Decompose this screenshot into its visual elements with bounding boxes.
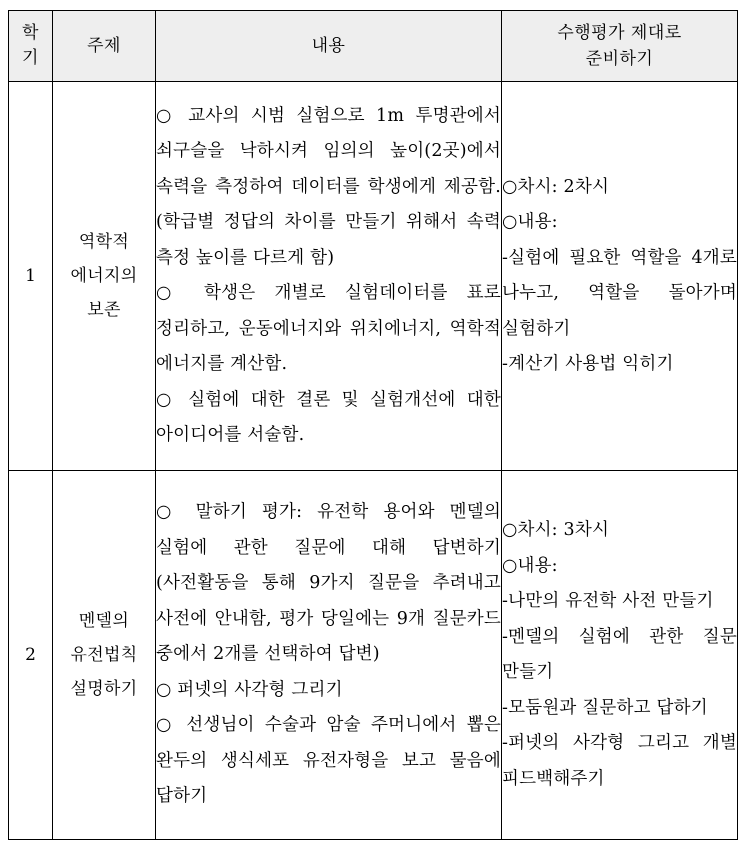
- table-body: [9, 82, 738, 840]
- cell-content: [156, 82, 502, 471]
- prep-paragraph: ○내용:: [502, 555, 558, 576]
- content-paragraph: ○ 교사의 시범 실험으로 1m 투명관에서 쇠구슬을 낙하시켜 임의의 높이(2곳)에서 속력을 측정하여 데이터를 학생에게 제공함. (학급별 정답의 차이를 만들기 위해서 속력 측정 높이를 다르게 함): [156, 105, 501, 268]
- prep-paragraph: -멘델의 실험에 관한 질문 만들기: [502, 626, 737, 682]
- column-header-term-line1: 학: [22, 23, 39, 43]
- cell-content: [156, 471, 502, 840]
- cell-topic: [53, 82, 156, 471]
- prep-paragraph: -나만의 유전학 사전 만들기: [502, 591, 714, 611]
- prep-paragraph: ○차시: 3차시: [502, 520, 610, 540]
- assessment-plan-table: [8, 10, 738, 840]
- cell-term: 2: [9, 471, 53, 840]
- content-paragraph: ○ 학생은 개별로 실험데이터를 표로 정리하고, 운동에너지와 위치에너지, 역학적 에너지를 계산함.: [156, 283, 501, 374]
- topic-line: 설명하기: [70, 679, 138, 699]
- prep-paragraph: ○차시: 2차시: [502, 176, 610, 197]
- column-header-prep-line2: 준비하기: [585, 49, 654, 69]
- topic-line: 에너지의: [70, 266, 138, 286]
- content-paragraph: ○ 말하기 평가: 유전학 용어와 멘델의 실험에 관한 질문에 대해 답변하기 (사전활동을 통해 9가지 질문을 추려내고 사전에 안내함, 평가 당일에는 9개 질문카드 중에서 2개를 선택하여 답변): [156, 502, 501, 665]
- content-paragraph: ○ 선생님이 수술과 암술 주머니에서 뽑은 완두의 생식세포 유전자형을 보고 물음에 답하기: [156, 715, 501, 807]
- topic-line: 역학적: [78, 232, 130, 252]
- cell-prep: [502, 82, 738, 471]
- prep-paragraph: ○내용:: [502, 212, 558, 232]
- cell-prep: [502, 471, 738, 840]
- topic-line: 보존: [87, 300, 121, 320]
- table-row: [9, 82, 738, 471]
- column-header-term: [9, 11, 53, 82]
- column-header-topic-line1: 주제: [87, 36, 121, 56]
- table-header: [9, 11, 738, 82]
- header-row: [9, 11, 738, 82]
- column-header-term-line2: 기: [22, 48, 39, 68]
- prep-paragraph: -계산기 사용법 익히기: [502, 354, 674, 374]
- topic-line: 멘델의: [78, 611, 130, 631]
- column-header-content-line1: 내용: [311, 36, 346, 56]
- prep-paragraph: -퍼넷의 사각형 그리고 개별 피드백해주기: [502, 733, 737, 789]
- column-header-topic: [53, 11, 156, 82]
- cell-term: 1: [9, 82, 53, 471]
- prep-paragraph: -모둠원과 질문하고 답하기: [502, 697, 708, 718]
- column-header-content: [156, 11, 502, 82]
- column-header-prep-line1: 수행평가 제대로: [557, 23, 682, 43]
- content-paragraph: ○ 퍼넷의 사각형 그리기: [156, 679, 343, 700]
- cell-topic: [53, 471, 156, 840]
- table-row: [9, 471, 738, 840]
- content-paragraph: ○ 실험에 대한 결론 및 실험개선에 대한 아이디어를 서술함.: [156, 389, 501, 445]
- column-header-prep: [502, 11, 738, 82]
- prep-paragraph: -실험에 필요한 역할을 4개로 나누고, 역할을 돌아가며 실험하기: [502, 247, 737, 339]
- topic-line: 유전법칙: [70, 645, 138, 665]
